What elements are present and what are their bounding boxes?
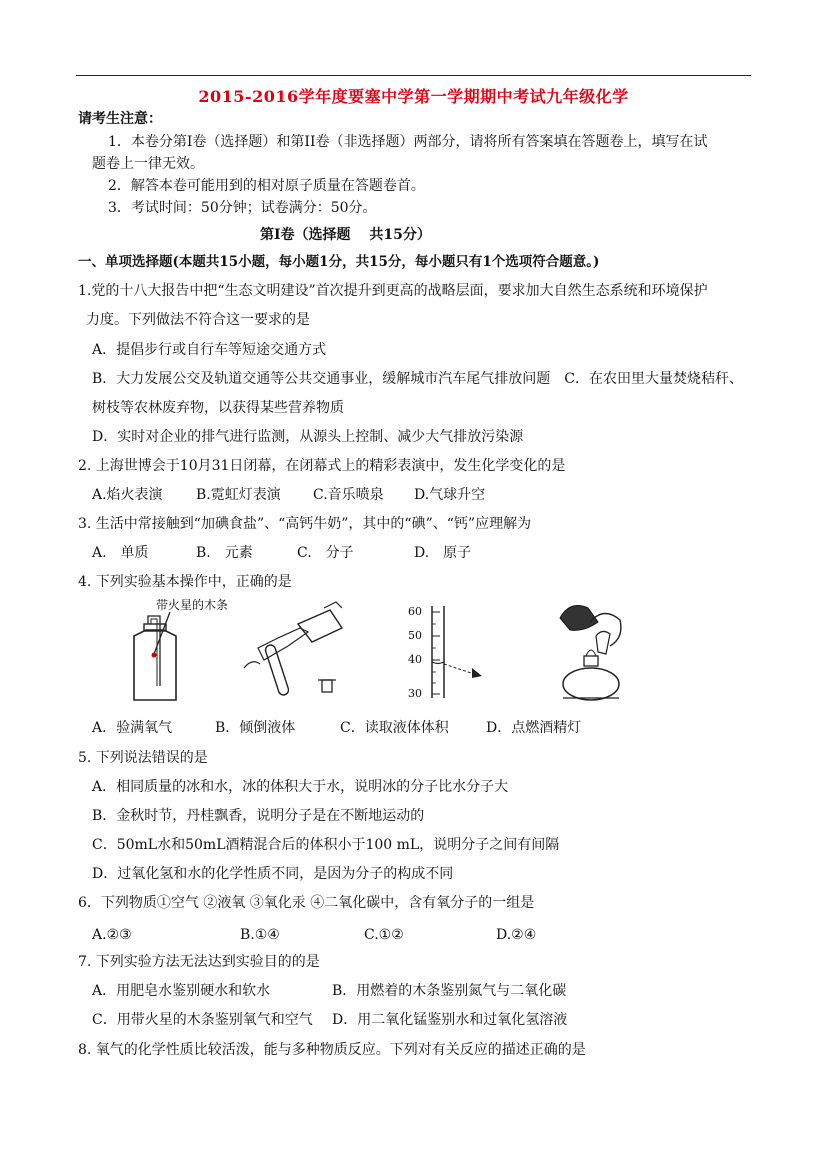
q1-option-a: A．提倡步行或自行车等短途交通方式 (92, 342, 327, 358)
oxygen-bottle-drawing (120, 598, 230, 710)
pouring-drawing (238, 598, 358, 710)
exam-title: 2015-2016学年度要塞中学第一学期期中考试九年级化学 (198, 87, 629, 106)
q5-option-a: A．相同质量的冰和水，冰的体积大于水，说明冰的分子比水分子大 (92, 779, 509, 795)
cyl-tick-60: 60 (408, 605, 422, 618)
q1-option-bc: B．大力发展公交及轨道交通等公共交通事业，缓解城市汽车尾气排放问题 C．在农田里大量焚烧秸秆、 (92, 371, 743, 387)
q5-stem: 5. 下列说法错误的是 (78, 750, 208, 766)
q2-option-d: D.气球升空 (414, 487, 486, 503)
q4-option-c: C．读取液体体积 (340, 720, 449, 736)
notice-1-cont: 题卷上一律无效。 (92, 156, 204, 172)
q3-option-a: A. 单质 (92, 545, 149, 561)
fig-splint-label: 带火星的木条 (156, 598, 229, 612)
q1-option-c-cont: 树枝等农林废弃物，以获得某些营养物质 (92, 400, 344, 416)
q6-option-d: D.②④ (496, 927, 537, 943)
fig-alcohol-lamp (540, 598, 640, 710)
q1-stem-line2: 力度。下列做法不符合这一要求的是 (86, 312, 310, 328)
notice-1: 1．本卷分第Ⅰ卷（选择题）和第II卷（非选择题）两部分，请将所有答案填在答题卷上，填写在试 (108, 134, 708, 150)
q3-option-d: D. 原子 (414, 545, 472, 561)
q4-figures (120, 598, 720, 713)
q6-stem: 6．下列物质①空气 ②液氧 ③氧化汞 ④二氧化碳中，含有氧分子的一组是 (78, 895, 535, 911)
q1-option-d: D．实时对企业的排气进行监测，从源头上控制、减少大气排放污染源 (92, 429, 524, 445)
notice-3: 3．考试时间：50分钟；试卷满分：50分。 (108, 200, 377, 216)
q1-stem-line1: 1.党的十八大报告中把“生态文明建设”首次提升到更高的战略层面，要求加大自然生态系统和环境保护 (78, 283, 708, 299)
q4-stem: 4. 下列实验基本操作中，正确的是 (78, 574, 292, 590)
header-rule (76, 75, 751, 76)
q4-option-a: A．验满氧气 (92, 720, 173, 736)
fig-pouring-liquid (238, 598, 358, 710)
q2-option-b: B.霓虹灯表演 (196, 487, 281, 503)
q4-option-b: B．倾倒液体 (215, 720, 296, 736)
alcohol-lamp-drawing (540, 598, 640, 710)
q6-option-a: A.②③ (92, 927, 132, 943)
notice-2: 2．解答本卷可能用到的相对原子质量在答题卷首。 (108, 178, 425, 194)
cyl-tick-50: 50 (408, 629, 422, 642)
q3-option-c: C. 分子 (297, 545, 354, 561)
q2-option-a: A.焰火表演 (92, 487, 163, 503)
q8-stem: 8. 氧气的化学性质比较活泼，能与多种物质反应。下列对有关反应的描述正确的是 (78, 1042, 586, 1058)
q5-option-d: D．过氧化氢和水的化学性质不同，是因为分子的构成不同 (92, 866, 454, 882)
q4-option-d: D．点燃酒精灯 (486, 720, 582, 736)
q5-option-c: C．50mL水和50mL酒精混合后的体积小于100 mL，说明分子之间有间隔 (92, 837, 560, 853)
part1-heading: 第Ⅰ卷（选择题 共15分） (260, 227, 431, 243)
q2-stem: 2. 上海世博会于10月31日闭幕，在闭幕式上的精彩表演中，发生化学变化的是 (78, 458, 566, 474)
q5-option-b: B．金秋时节，丹桂飘香，说明分子是在不断地运动的 (92, 808, 425, 824)
q2-option-c: C.音乐喷泉 (313, 487, 384, 503)
q6-option-c: C.①② (364, 927, 404, 943)
q7-option-a: A．用肥皂水鉴别硬水和软水 (92, 983, 271, 999)
notice-heading: 请考生注意： (78, 111, 162, 127)
q7-option-d: D．用二氧化锰鉴别水和过氧化氢溶液 (332, 1012, 568, 1028)
cyl-tick-30: 30 (408, 687, 422, 700)
q7-option-b: B．用燃着的木条鉴别氮气与二氧化碳 (332, 983, 567, 999)
fig-graduated-cylinder (398, 598, 508, 710)
q3-option-b: B. 元素 (196, 545, 253, 561)
q7-stem: 7. 下列实验方法无法达到实验目的的是 (78, 954, 320, 970)
q3-stem: 3. 生活中常接触到“加碘食盐”、“高钙牛奶”，其中的“碘”、“钙”应理解为 (78, 516, 532, 532)
fig-oxygen-bottle (120, 598, 230, 710)
q6-option-b: B.①④ (240, 927, 280, 943)
cyl-tick-40: 40 (408, 653, 422, 666)
section1-heading: 一、单项选择题(本题共15小题，每小题1分，共15分，每小题只有1个选项符合题意。) (78, 254, 600, 270)
q7-option-c: C．用带火星的木条鉴别氧气和空气 (92, 1012, 313, 1028)
